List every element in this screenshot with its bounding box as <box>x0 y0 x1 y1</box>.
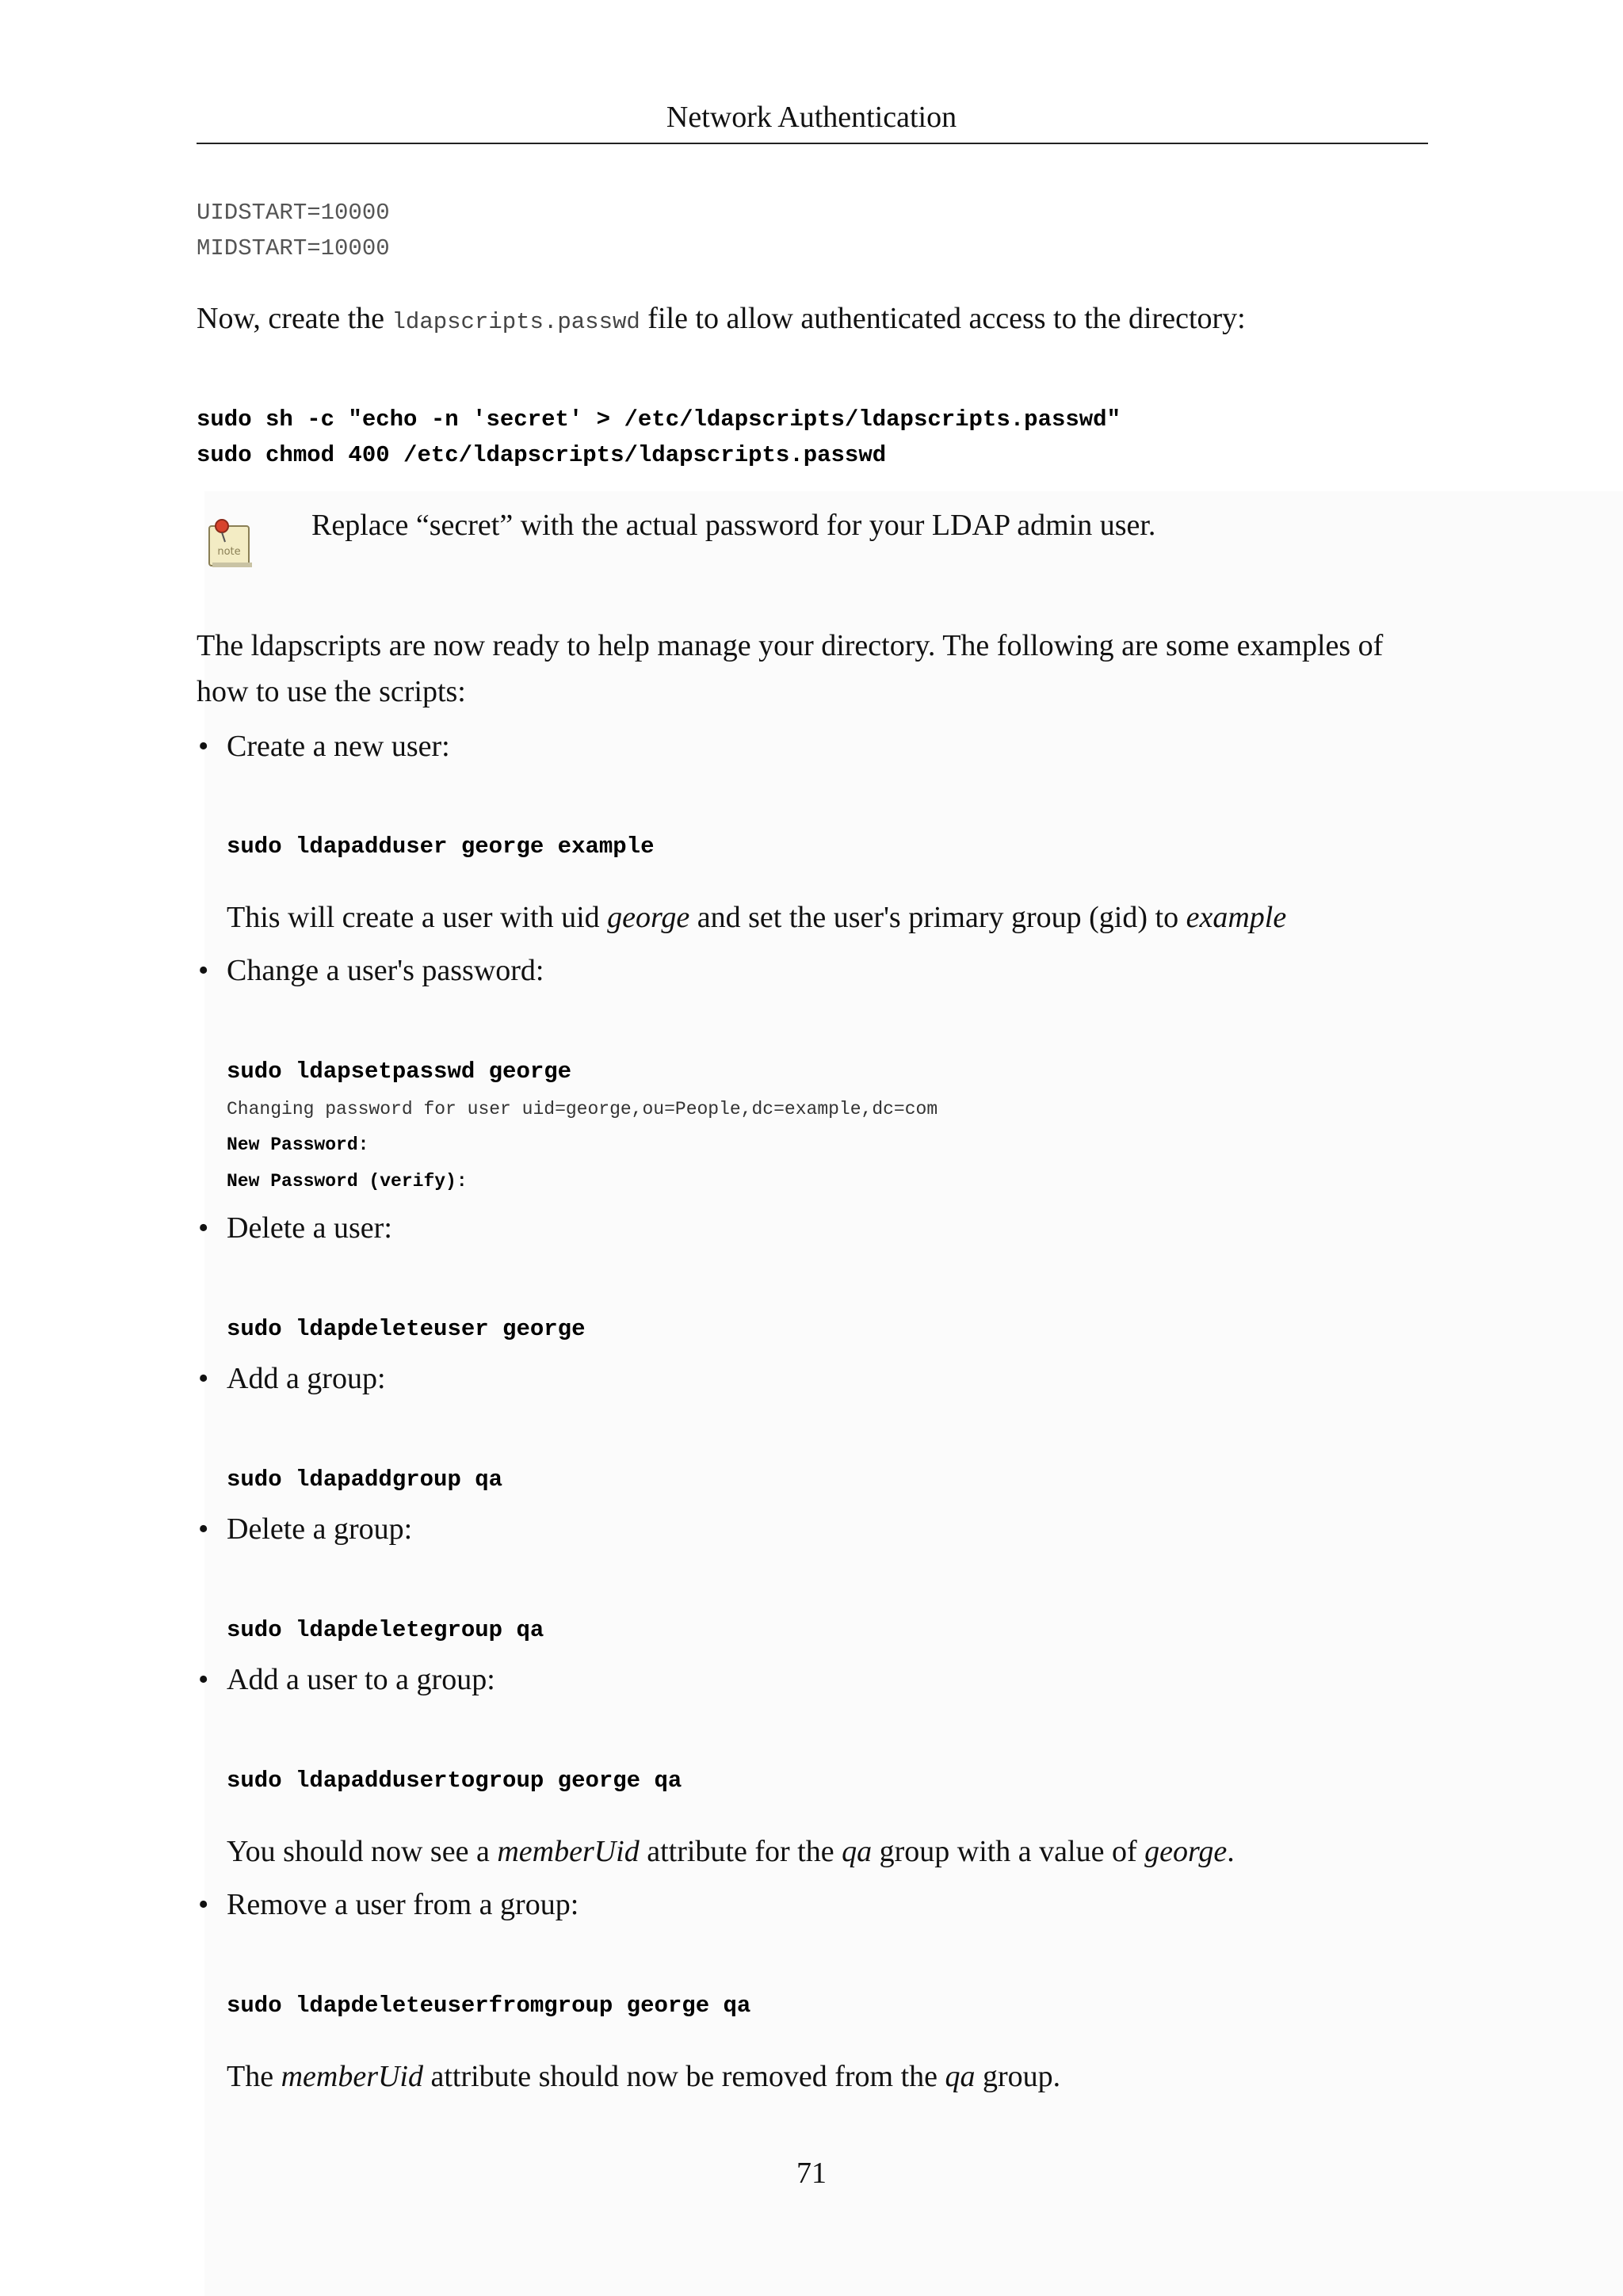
desc-emphasis-gid: example <box>1186 901 1287 934</box>
desc-text: group. <box>975 2060 1061 2093</box>
bullet-delete-group: • <box>198 1512 209 1546</box>
header-rule <box>197 143 1428 144</box>
desc-text: group with a value of <box>872 1835 1145 1868</box>
item-label-remove-user-from-group: Remove a user from a group: <box>227 1888 579 1921</box>
command-ldapaddgroup: sudo ldapaddgroup qa <box>227 1466 503 1493</box>
bullet-create-user: • <box>198 730 209 763</box>
svg-text:note: note <box>217 546 241 558</box>
desc-text: and set the user's primary group (gid) to <box>689 901 1186 934</box>
desc-emphasis-uid: george <box>607 901 690 934</box>
item-label-delete-group: Delete a group: <box>227 1512 413 1546</box>
desc-emphasis-memberuid: memberUid <box>281 2060 423 2093</box>
intro-filename: ldapscripts.passwd <box>391 309 640 335</box>
command-ldapdeleteuser: sudo ldapdeleteuser george <box>227 1316 586 1342</box>
command-ldapaddusertogroup: sudo ldapaddusertogroup george qa <box>227 1768 682 1794</box>
config-line-uidstart: UIDSTART=10000 <box>197 200 390 226</box>
desc-text: This will create a user with uid <box>227 901 608 934</box>
bullet-add-user-to-group: • <box>198 1663 209 1696</box>
passwd-command-echo: sudo sh -c "echo -n 'secret' > /etc/ldapscripts/ldapscripts.passwd" <box>197 406 1121 433</box>
bullet-remove-user-from-group: • <box>198 1888 209 1921</box>
setpasswd-output-new-password: New Password: <box>227 1135 369 1155</box>
desc-emphasis-qa: qa <box>842 1835 873 1868</box>
setpasswd-output-verify: New Password (verify): <box>227 1171 468 1192</box>
desc-text: attribute for the <box>639 1835 842 1868</box>
desc-emphasis-george: george <box>1144 1835 1228 1868</box>
add-user-to-group-description <box>227 1833 1235 1871</box>
bullet-add-group: • <box>198 1362 209 1395</box>
intro-text-after: file to allow authenticated access to the directory: <box>640 302 1246 335</box>
desc-text: You should now see a <box>227 1835 498 1868</box>
config-line-midstart: MIDSTART=10000 <box>197 235 390 261</box>
page-header-title: Network Authentication <box>666 101 957 134</box>
command-ldapadduser: sudo ldapadduser george example <box>227 833 655 860</box>
page-number: 71 <box>796 2157 827 2190</box>
setpasswd-output-changing: Changing password for user uid=george,ou=People,dc=example,dc=com <box>227 1099 938 1119</box>
bullet-change-password: • <box>198 954 209 987</box>
desc-emphasis-qa: qa <box>945 2060 976 2093</box>
intro-sentence <box>197 299 1246 341</box>
note-icon <box>206 518 254 570</box>
item-label-delete-user: Delete a user: <box>227 1211 392 1245</box>
item-label-create-user: Create a new user: <box>227 730 450 763</box>
command-ldapsetpasswd: sudo ldapsetpasswd george <box>227 1058 572 1085</box>
create-user-description <box>227 898 1286 936</box>
remove-user-description <box>227 2058 1060 2096</box>
desc-text: The <box>227 2060 281 2093</box>
paragraph-line-2: how to use the scripts: <box>197 675 466 708</box>
desc-text: . <box>1227 1835 1235 1868</box>
intro-text-before: Now, create the <box>197 302 392 335</box>
passwd-command-chmod: sudo chmod 400 /etc/ldapscripts/ldapscripts.passwd <box>197 442 887 468</box>
item-label-change-password: Change a user's password: <box>227 954 544 987</box>
desc-text: attribute should now be removed from the <box>422 2060 945 2093</box>
item-label-add-group: Add a group: <box>227 1362 386 1395</box>
command-ldapdeletegroup: sudo ldapdeletegroup qa <box>227 1617 544 1643</box>
paragraph-line-1: The ldapscripts are now ready to help manage your directory. The following are some examples of <box>197 629 1384 662</box>
bullet-delete-user: • <box>198 1211 209 1245</box>
desc-emphasis-memberuid: memberUid <box>497 1835 640 1868</box>
item-label-add-user-to-group: Add a user to a group: <box>227 1663 495 1696</box>
note-text: Replace “secret” with the actual password for your LDAP admin user. <box>311 509 1156 542</box>
command-ldapdeleteuserfromgroup: sudo ldapdeleteuserfromgroup george qa <box>227 1993 751 2019</box>
